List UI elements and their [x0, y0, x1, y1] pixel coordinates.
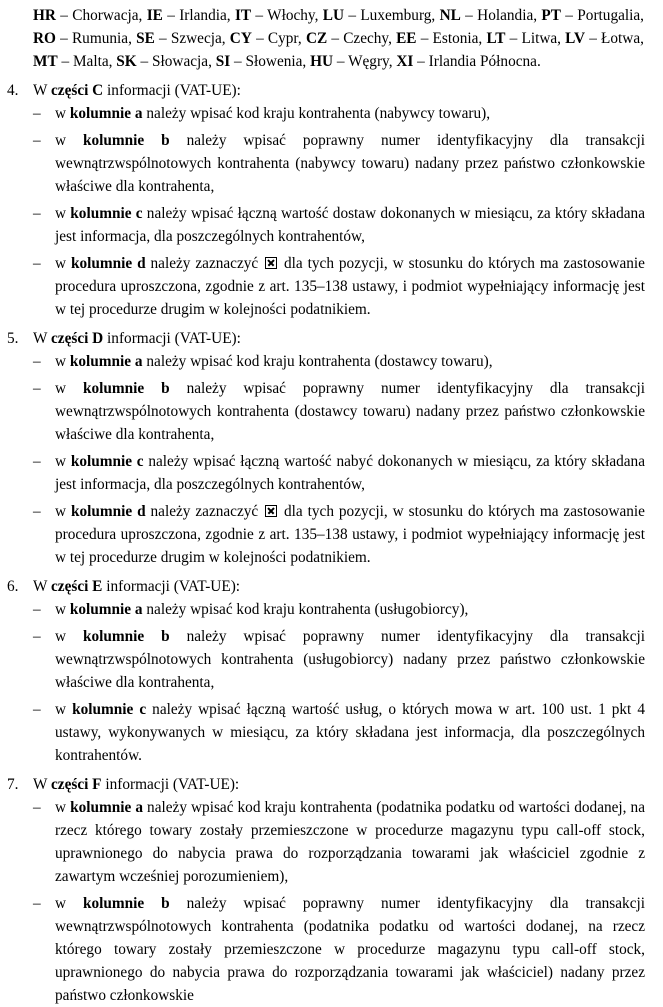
country-name: – Czechy,: [327, 30, 397, 47]
country-code: SK: [116, 53, 137, 70]
item-text: należy wpisać kod kraju kontrahenta (usługobiorcy),: [142, 601, 469, 618]
item-text: w: [55, 205, 71, 222]
country-code: HR: [33, 7, 56, 24]
country-code: RO: [33, 30, 56, 47]
country-codes-paragraph: [33, 4, 644, 73]
instruction-list: [0, 796, 663, 1007]
item-text: należy zaznaczyć: [145, 255, 264, 272]
column-label: kolumnie a: [69, 601, 143, 618]
section-number: 6.: [7, 578, 19, 595]
country-name: – Estonia,: [416, 30, 487, 47]
item-text: w: [55, 701, 73, 718]
item-text: w: [55, 601, 70, 618]
section-4: [0, 79, 663, 321]
section-part-name: części E: [51, 578, 103, 595]
column-label: kolumnie c: [70, 205, 143, 222]
section-6: [0, 575, 663, 767]
country-code: CY: [229, 30, 252, 47]
column-label: kolumnie d: [70, 503, 146, 520]
item-text: dla tych pozycji, w stosunku do których ma zastosowanie procedura uproszczona, zgodnie z art. 135–138 ustawy, i podmiot wypełniający informację jest w tej procedurze drugim w kolejności podatnikiem.: [55, 503, 645, 566]
sections-container: [0, 79, 663, 1007]
column-label: kolumnie b: [82, 380, 170, 397]
instruction-item: [0, 796, 645, 888]
column-label: kolumnie a: [69, 353, 143, 370]
country-code: IE: [146, 7, 163, 24]
country-code: CZ: [305, 30, 328, 47]
instruction-item: [0, 377, 645, 446]
column-label: kolumnie b: [82, 895, 170, 912]
country-name: – Cypr,: [251, 30, 306, 47]
item-text: należy wpisać łączną wartość nabyć dokonanych w miesiącu, za który składana jest informacja, dla poszczególnych kontrahentów,: [55, 453, 645, 493]
instruction-item: [0, 450, 645, 496]
item-text: w: [55, 380, 83, 397]
country-name: – Łotwa,: [585, 30, 644, 47]
instruction-item: [0, 598, 645, 621]
country-code: IT: [234, 7, 252, 24]
country-name: – Luxemburg,: [344, 7, 440, 24]
section-heading: [7, 773, 663, 796]
item-text: należy wpisać łączną wartość usług, o których mowa w art. 100 ust. 1 pkt 4 ustawy, wykonywanych w miesiącu, za który składana jest informacja, dla poszczególnych kontrahentów.: [55, 701, 645, 764]
section-number: 5.: [7, 330, 19, 347]
item-text: należy wpisać poprawny numer identyfikacyjny dla transakcji wewnątrzwspólnotowych kontrahenta (podatnika podatku od wartości dodanej, na rzecz którego towary zostały przemieszczone w procedurze magazynu typu call-off stock, uprawnionego do nabycia prawa do rozporządzania towarami jak właściciel) nadany przez państwo członkowskie: [55, 895, 645, 1004]
instruction-item: [0, 625, 645, 694]
country-name: – Portugalia,: [560, 7, 644, 24]
item-text: w: [55, 628, 83, 645]
country-name: – Szwecja,: [154, 30, 230, 47]
checked-box-icon: [265, 257, 277, 269]
section-5: [0, 327, 663, 569]
column-label: kolumnie c: [72, 701, 147, 718]
country-name: – Holandia,: [460, 7, 542, 24]
instruction-item: [0, 350, 645, 373]
country-code: XI: [396, 53, 414, 70]
item-text: w: [55, 895, 83, 912]
country-code: PT: [541, 7, 561, 24]
section-heading: [7, 575, 663, 598]
section-heading-text: informacji (VAT-UE):: [103, 330, 241, 347]
item-text: w: [55, 255, 71, 272]
item-text: należy wpisać kod kraju kontrahenta (nabywcy towaru),: [142, 105, 491, 122]
country-name: – Węgry,: [333, 53, 397, 70]
country-name: – Włochy,: [251, 7, 323, 24]
country-code: EE: [396, 30, 417, 47]
country-code: LT: [486, 30, 506, 47]
instruction-list: [0, 598, 663, 767]
section-number: 4.: [7, 82, 19, 99]
section-7: [0, 773, 663, 1007]
item-text: w: [55, 132, 83, 149]
instruction-list: [0, 102, 663, 321]
section-heading-text: informacji (VAT-UE):: [102, 578, 241, 595]
instruction-item: [0, 129, 645, 198]
item-text: należy wpisać poprawny numer identyfikacyjny dla transakcji wewnątrzwspólnotowych kontrahenta (dostawcy towaru) nadany przez państwo członkowskie właściwe dla kontrahenta,: [55, 380, 645, 443]
section-heading-text: informacji (VAT-UE):: [101, 776, 240, 793]
instruction-list: [0, 350, 663, 569]
instruction-item: [0, 252, 645, 321]
section-part-name: części F: [51, 776, 102, 793]
section-number: 7.: [7, 776, 19, 793]
column-label: kolumnie b: [82, 628, 170, 645]
column-label: kolumnie a: [70, 799, 143, 816]
column-label: kolumnie b: [82, 132, 170, 149]
item-text: należy wpisać łączną wartość dostaw dokonanych w miesiącu, za który składana jest informacja, dla poszczególnych kontrahentów,: [55, 205, 645, 245]
item-text: należy wpisać poprawny numer identyfikacyjny dla transakcji wewnątrzwspólnotowych kontrahenta (nabywcy towaru) nadany przez państwo członkowskie właściwe dla kontrahenta,: [55, 132, 645, 195]
item-text: należy wpisać kod kraju kontrahenta (dostawcy towaru),: [142, 353, 493, 370]
instruction-item: [0, 202, 645, 248]
country-name: – Słowenia,: [230, 53, 311, 70]
item-text: w: [55, 503, 71, 520]
item-text: dla tych pozycji, w stosunku do których ma zastosowanie procedura uproszczona, zgodnie z art. 135–138 ustawy, i podmiot wypełniający informację jest w tej procedurze drugim w kolejności podatnikiem.: [55, 255, 645, 318]
country-name: – Chorwacja,: [55, 7, 147, 24]
column-label: kolumnie d: [70, 255, 146, 272]
section-heading-text: W: [33, 330, 51, 347]
instruction-item: [0, 102, 645, 125]
country-name: – Malta,: [57, 53, 117, 70]
section-heading-text: informacji (VAT-UE):: [103, 82, 241, 99]
country-name: – Irlandia Północna.: [413, 53, 541, 70]
instruction-item: [0, 698, 645, 767]
country-code: NL: [439, 7, 461, 24]
item-text: w: [55, 353, 70, 370]
section-heading-text: W: [33, 82, 51, 99]
country-code: MT: [33, 53, 58, 70]
country-code: SI: [215, 53, 231, 70]
column-label: kolumnie a: [69, 105, 143, 122]
country-name: – Irlandia,: [162, 7, 235, 24]
item-text: należy zaznaczyć: [145, 503, 264, 520]
section-heading-text: W: [33, 578, 51, 595]
item-text: w: [55, 799, 71, 816]
instruction-item: [0, 892, 645, 1007]
section-part-name: części D: [51, 330, 104, 347]
country-code: SE: [136, 30, 155, 47]
item-text: w: [55, 105, 70, 122]
country-name: – Słowacja,: [136, 53, 216, 70]
item-text: należy wpisać kod kraju kontrahenta (podatnika podatku od wartości dodanej, na rzecz którego towary zostały przemieszczone w procedurze magazynu typu call-off stock, uprawnionego do nabycia prawa do rozporządzania towarami jak właściciel zgodnie z zawartym wcześniej porozumieniem),: [55, 799, 645, 885]
section-heading-text: W: [33, 776, 51, 793]
checked-box-icon: [265, 505, 277, 517]
country-code: LV: [565, 30, 586, 47]
item-text: w: [55, 453, 71, 470]
column-label: kolumnie c: [70, 453, 144, 470]
country-name: – Rumunia,: [55, 30, 137, 47]
section-part-name: części C: [51, 82, 104, 99]
item-text: należy wpisać poprawny numer identyfikacyjny dla transakcji wewnątrzwspólnotowych kontrahenta (usługobiorcy) nadany przez państwo członkowskie właściwe dla kontrahenta,: [55, 628, 645, 691]
country-name: – Litwa,: [505, 30, 566, 47]
section-heading: [7, 79, 663, 102]
country-code: HU: [310, 53, 334, 70]
country-code: LU: [322, 7, 344, 24]
instruction-item: [0, 500, 645, 569]
section-heading: [7, 327, 663, 350]
